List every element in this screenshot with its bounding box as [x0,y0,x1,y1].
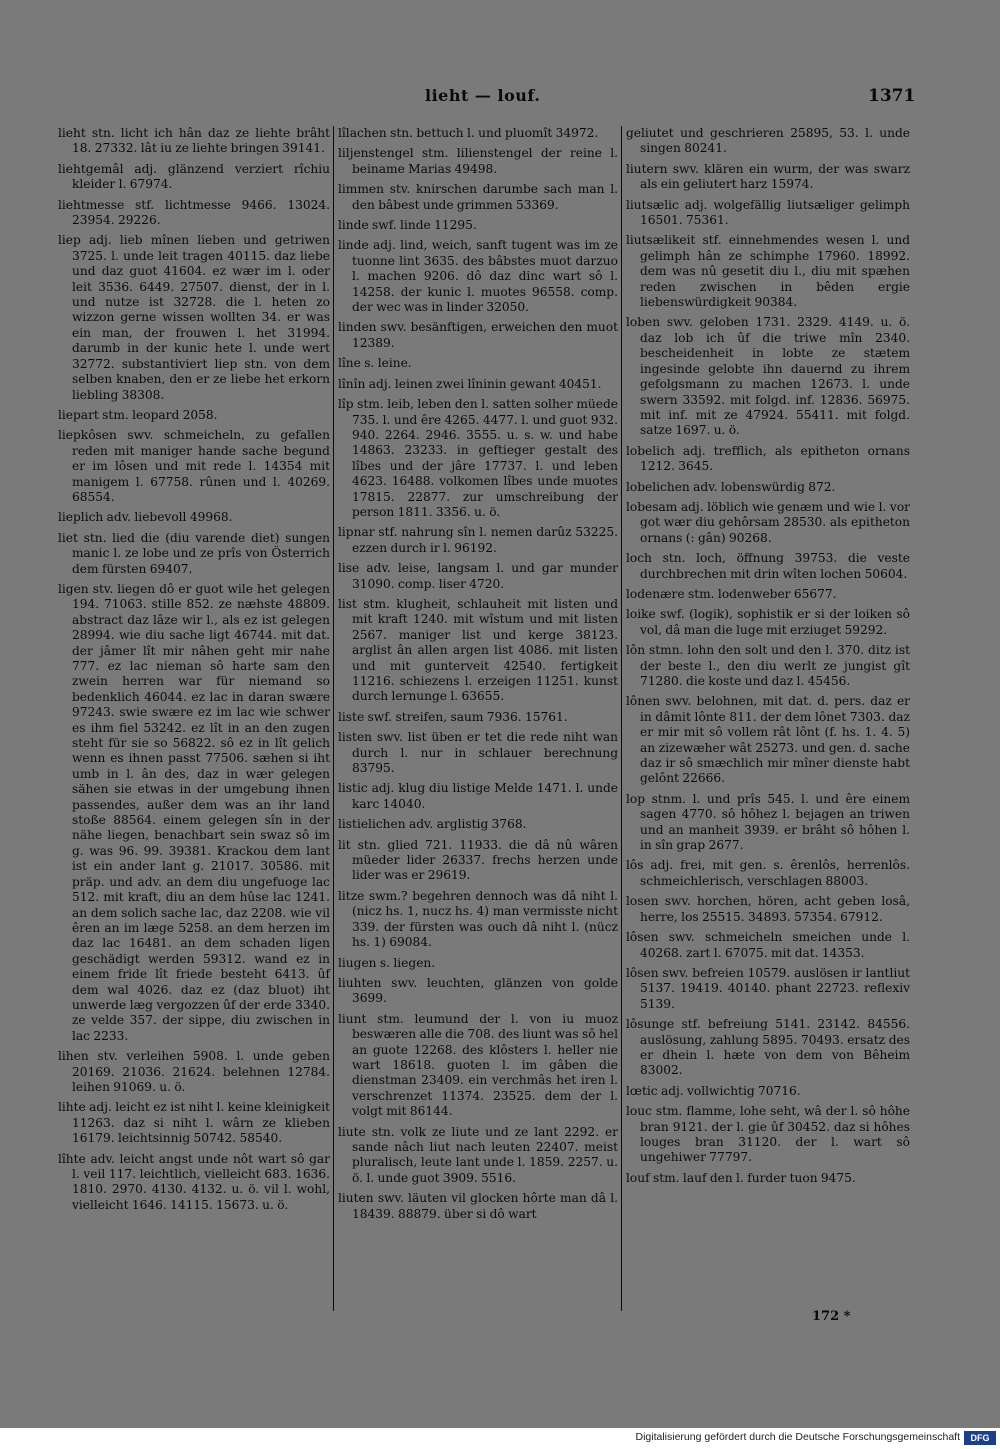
dictionary-entry: liute stn. volk ze liute und ze lant 2292. er sande nâch liut nach leuten 22407. meist pluralisch, leute lant unde l. 1859. 2257. u. ö. l. unde guot 3909. 5516. [338,1124,618,1185]
dictionary-entry: lînîn adj. leinen zwei lîninin gewant 40451. [338,376,602,391]
dictionary-entry: loch stn. loch, öffnung 39753. die veste durchbrechen mit drin wîten lochen 50604. [626,551,910,581]
dfg-logo: DFG [964,1431,996,1445]
dictionary-entry: lieht stn. licht ich hân daz ze liehte brâht 18. 27332. lât iu ze liehte bringen 39141. [58,126,330,156]
signature-mark: 172 * [812,1309,851,1324]
dictionary-entry: linden swv. besänftigen, erweichen den muot 12389. [338,320,618,350]
dictionary-entry: linde swf. linde 11295. [338,218,477,233]
dictionary-entry: liehtgemâl adj. glänzend verziert rîchiu kleider l. 67974. [58,161,330,192]
dictionary-entry: lîp stm. leib, leben den l. satten solher müede 735. l. und êre 4265. 4477. l. und guot 932. 940. 2264. 2946. 3555. u. s. w. und habe 14863. 23233. in geftieger gestalt des lîbes und der jâre 17737. l. und leben 4623. 16488. volkomen lîbes unde muotes 17815. 22877. zur umschreibung der person 1811. 3356. u. ö. [338,397,618,519]
dictionary-entry: liutsælikeit stf. einnehmendes wesen l. und gelimph hân ze schimphe 17960. 18992. dem was nû gesetit diu l., diu mit spæhen reden zwischen in bêden ergie liebenswürdigkeit 90384. [626,233,910,310]
dictionary-entry: lihte adj. leicht ez ist niht l. keine kleinigkeit 11263. daz si niht l. wârn ze klieben 16179. leichtsinnig 50742. 58540. [58,1100,330,1146]
dictionary-entry: lîlachen stn. bettuch l. und pluomît 34972. [338,126,599,140]
dictionary-entry: listic adj. klug diu listige Melde 1471. l. unde karc 14040. [338,781,618,811]
dictionary-entry: lihen stv. verleihen 5908. l. unde geben 20169. 21036. 21624. belehnen 12784. leihen 91069. u. ö. [58,1049,330,1094]
dictionary-entry: lipnar stf. nahrung sîn l. nemen darûz 53225. ezzen durch ir l. 96192. [338,525,618,555]
dictionary-entry: liepart stm. leopard 2058. [58,407,218,422]
dictionary-entry: lobelich adj. trefflich, als epitheton ornans 1212. 3645. [626,443,910,474]
dictionary-entry: lîne s. leine. [338,356,412,371]
dictionary-entry: lit stn. glied 721. 11933. die dâ nû wâren müeder lider 26337. frechs herzen unde lider was er 29619. [338,837,618,883]
dictionary-entry: lôn stmn. lohn den solt und den l. 370. ditz ist der beste l., den diu werlt ze jungist gît 71280. die koste und daz l. 45456. [626,643,910,688]
dictionary-entry: liljenstengel stm. lilienstengel der reine l. beiname Marias 49498. [338,146,618,176]
dictionary-column-right [626,126,910,1191]
footer-bar [0,1428,1000,1449]
dictionary-entry: lœtic adj. vollwichtig 70716. [626,1083,801,1098]
dictionary-entry: lobelichen adv. lobenswürdig 872. [626,479,836,494]
dictionary-entry: lop stnm. l. und prîs 545. l. und êre einem sagen 4770. sô hôhez l. bejagen an triwen und an manheit 3939. er brâht sô hôhen l. in sîn grap 2677. [626,791,910,853]
dictionary-entry: liste swf. streifen, saum 7936. 15761. [338,709,568,724]
dictionary-entry: liugen s. liegen. [338,955,436,970]
dictionary-entry: loben swv. geloben 1731. 2329. 4149. u. ö. daz lob ich ûf die triwe mîn 2340. bescheidenheit in lobte ze stætem ingesinde gelobte ihn dauernd zu ihrem gefolgsmann zu machen 12673. l. unde swern 33592. mit folgd. inf. 12836. 56975. mit inf. mit ze 47924. 55411. mit folgd. satze 1697. u. ö. [626,315,910,438]
running-head: lieht — louf. [425,86,541,105]
dictionary-entry: losen swv. horchen, hören, acht geben losâ, herre, los 25515. 34893. 57354. 67912. [626,894,910,924]
dictionary-entry: lôs adj. frei, mit gen. s. êrenlôs, herrenlôs. schmeichlerisch, verschlagen 88003. [626,858,910,888]
column-rule [333,126,334,1311]
dictionary-entry: liutern swv. klären ein wurm, der was swarz als ein geliutert harz 15974. [626,161,910,192]
dictionary-entry: lodenære stm. lodenweber 65677. [626,586,837,601]
dictionary-entry: linde adj. lind, weich, sanft tugent was im ze tuonne lint 3635. des bâbstes muot darzuo l. machen 9206. dô daz dinc wart sô l. 14258. der kunic l. muotes 96558. comp. der wec was in linder 32050. [338,238,618,315]
dictionary-entry: lônen swv. belohnen, mit dat. d. pers. daz er in dâmit lônte 811. der dem lônet 7303. daz er mir mit sô vollem rât lônt (f. hs. 1. 4. 5) an zizewæher wât 25273. und gen. d. sache daz ir sô smæchlich mir mîner dienste habt gelônt 22666. [626,694,910,786]
dictionary-entry: list stm. klugheit, schlauheit mit listen und mit kraft 1240. mit wîstum und mit listen 2567. maniger list und kerge 38123. arglist ân allen argen list 4086. mit listen und mit gunterveit 42540. fertigkeit 11216. schiezens l. erzeigen 11251. kunst durch lernunge l. 63655. [338,596,618,704]
column-rule [621,126,622,1311]
dictionary-entry: lîhte adv. leicht angst unde nôt wart sô gar l. veil 117. leichtlich, vielleicht 683. 1636. 1810. 2970. 4130. 4132. u. ö. vil l. wohl, vielleicht 1646. 14115. 15673. u. ö. [58,1151,330,1212]
dictionary-entry: louf stm. lauf den l. furder tuon 9475. [626,1170,856,1185]
dictionary-entry: liep adj. lieb mînen lieben und getriwen 3725. l. unde leit tragen 40115. daz liebe und daz guot 41604. ez wær im l. oder leit 3536. 6449. 27507. dienst, der in l. und nutze ist 32728. die l. heten zo wizzon gerne wissen wollten 34. er was ein man, der frouwen l. het 31994. darumb in der kunic hete l. unde wert 32772. substantiviert liep stn. von dem selben knaben, den er ze liebe het erkorn liebling 38308. [58,233,330,402]
dictionary-entry: geliutet und geschrieren 25895, 53. l. unde singen 80241. [626,126,910,156]
dictionary-entry: liuten swv. läuten vil glocken hôrte man dâ l. 18439. 88879. über si dô wart [338,1191,618,1221]
dictionary-entry: lôsunge stf. befreiung 5141. 23142. 84556. auslösung, zahlung 5895. 70493. ersatz des er dhein l. hæte von dem von Bêheim 83002. [626,1017,910,1078]
dictionary-column-middle [338,126,618,1227]
dictionary-entry: liutsælic adj. wolgefällig liutsæliger gelimph 16501. 75361. [626,197,910,228]
dictionary-entry: lieplich adv. liebevoll 49968. [58,510,233,525]
page-header [0,86,1000,110]
dictionary-entry: lôsen swv. befreien 10579. auslösen ir lantliut 5137. 19419. 40140. phant 22723. reflexiv 5139. [626,965,910,1011]
dictionary-entry: listen swv. list üben er tet die rede niht wan durch l. nur in schlauer berechnung 83795. [338,730,618,776]
dictionary-entry: ligen stv. liegen dô er guot wile het gelegen 194. 71063. stille 852. ze næhste 48809. abstract daz lâze wir l., als ez ist gelegen 28994. wie diu sache ligt 46744. mit dat. der jâmer lît mir nâhen geht mir nahe 777. ez lac nieman sô harte sam den zwein herren war für niemand so bedenklich 46044. ez lac in daran swære 97243. swie swære ez im lac wie schwer es ihm fiel 53242. ez lît in an den zugen steht für sie so 56822. sô ez in lît gelich wenn es ihnen passt 77506. sæhen si iht umb in l. ân des, daz in wær gelegen sähen sie etwas in der umgebung ihnen passendes, außer dem was an ihr land stoße 88564. einem gelegen sîn in der nähe liegen, benachbart sein swaz sô im g. was 96. 99. 39381. Krackou dem lant ist ein ander lant g. 21017. 30586. mit präp. und adv. an dem diu ungefuoge lac 512. mit kraft, diu an dem hûse lac 1241. an dem solich sache lac, daz 2208. wie vil êren an im læge 5258. an dem herzen im daz lac 16481. an dem schaden ligen geschädigt werden 59312. wand ez in einem fride lît friede besteht 6413. ûf dem wal 4026. daz ez (daz bluot) iht unwerde læg vergozzen ûf der erde 3340. ze velde 357. der sippe, diu zwischen in lac 2233. [58,581,330,1043]
dictionary-entry: liunt stm. leumund der l. von iu muoz beswæren alle die 708. des liunt was sô hel an guote 12268. des klôsters l. heller nie wart 18618. guoten l. im gâben die dienstman 23409. ein verchmâs het iren l. verschrenzet 11374. 23525. dem der l. volgt mit 86144. [338,1011,618,1119]
dictionary-entry: lise adv. leise, langsam l. und gar munder 31090. comp. liser 4720. [338,561,618,591]
dictionary-entry: liuhten swv. leuchten, glänzen von golde 3699. [338,975,618,1006]
dictionary-entry: lôsen swv. schmeicheln smeichen unde l. 40268. zart l. 67075. mit dat. 14353. [626,930,910,960]
dictionary-entry: lobesam adj. löblich wie genæm und wie l. vor got wær diu gehôrsam 28530. als epitheton ornans (: gân) 90268. [626,499,910,545]
dictionary-entry: listielichen adv. arglistig 3768. [338,817,527,832]
page-number: 1371 [868,86,916,106]
dictionary-entry: limmen stv. knirschen darumbe sach man l. den bâbest unde grimmen 53369. [338,182,618,212]
dictionary-entry: litze swm.? begehren dennoch was dâ niht l. (nicz hs. 1, nucz hs. 4) man vermisste nicht 339. der fürsten was ouch dâ niht l. (nücz hs. 1) 69084. [338,888,618,950]
dictionary-entry: loike swf. (logik), sophistik er si der loiken sô vol, dâ man die luge mit erziuget 59292. [626,607,910,637]
dictionary-entry: liepkôsen swv. schmeicheln, zu gefallen reden mit maniger hande sache begund er im lôsen und mit rede l. 14354 mit manigem l. 67758. rûnen und l. 40269. 68554. [58,428,330,504]
dictionary-entry: louc stm. flamme, lohe seht, wâ der l. sô hôhe bran 9121. der l. gie ûf 30452. daz si hôhes louges bran 31120. der l. wart sô ungehiwer 77797. [626,1104,910,1165]
dictionary-entry: liehtmesse stf. lichtmesse 9466. 13024. 23954. 29226. [58,197,330,228]
dictionary-column-left [58,126,330,1218]
footer-credit: Digitalisierung gefördert durch die Deutsche Forschungsgemeinschaft [635,1431,960,1443]
dictionary-entry: liet stn. lied die (diu varende diet) sungen manic l. ze lobe und ze prîs von Österrich dem fürsten 69407. [58,530,330,576]
